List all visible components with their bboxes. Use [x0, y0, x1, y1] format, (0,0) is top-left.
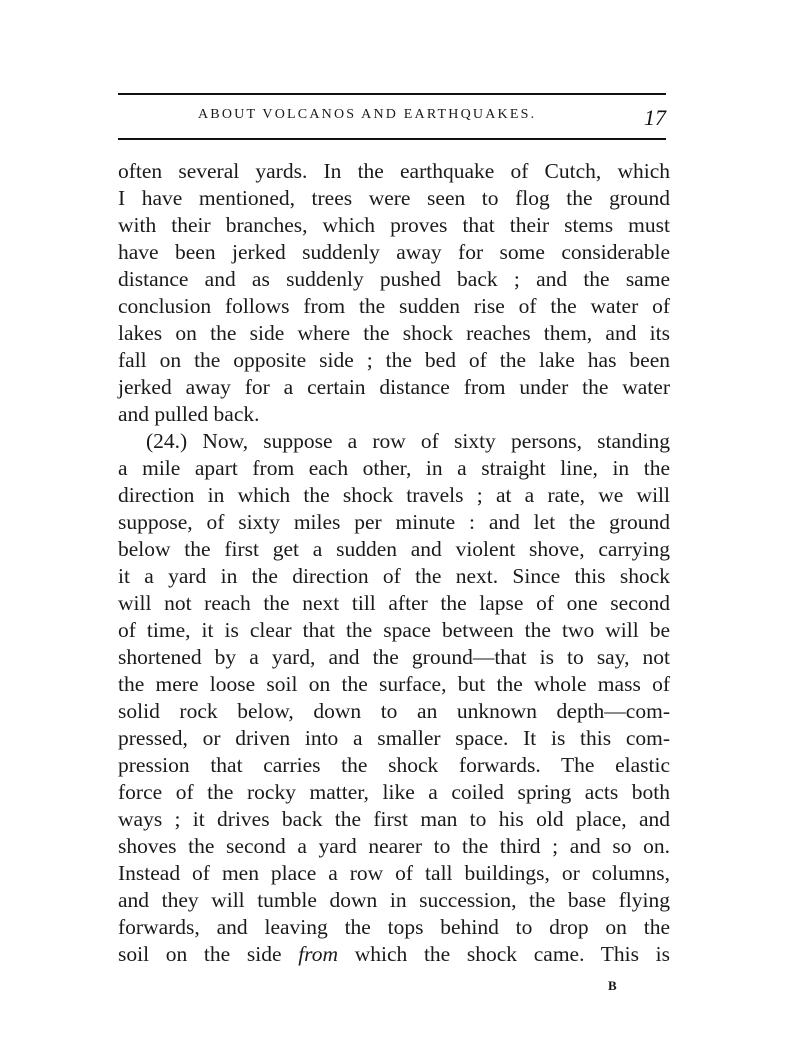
text-line: often several yards. In the earthquake of Cutch, which [118, 159, 670, 183]
text-line: below the first get a sudden and violent shove, carrying [118, 537, 670, 561]
italic-word: from [298, 942, 339, 966]
text-line: pression that carries the shock forwards. The elastic [118, 753, 670, 777]
text-line: forwards, and leaving the tops behind to drop on the [118, 915, 670, 939]
text-line: will not reach the next till after the lapse of one second [118, 591, 670, 615]
text-line: Instead of men place a row of tall buildings, or columns, [118, 861, 670, 885]
text-line: jerked away for a certain distance from under the water [118, 375, 670, 399]
page-number: 17 [644, 105, 666, 130]
text-line: pressed, or driven into a smaller space. It is this com- [118, 726, 670, 750]
body-text [118, 158, 670, 968]
text-line: direction in which the shock travels ; at a rate, we will [118, 483, 670, 507]
text-line: I have mentioned, trees were seen to flog the ground [118, 186, 670, 210]
text-line: ways ; it drives back the first man to his old place, and [118, 807, 670, 831]
text-line: it a yard in the direction of the next. Since this shock [118, 564, 670, 588]
text-line: shortened by a yard, and the ground—that is to say, not [118, 645, 670, 669]
running-title: ABOUT VOLCANOS AND EARTHQUAKES. [198, 107, 537, 122]
text-line: a mile apart from each other, in a straight line, in the [118, 456, 670, 480]
paragraph-start-line: (24.) Now, suppose a row of sixty persons, standing [146, 429, 670, 453]
text-line: conclusion follows from the sudden rise of the water of [118, 294, 670, 318]
text-line: distance and as suddenly pushed back ; and the same [118, 267, 670, 291]
header-rule-bottom [118, 138, 666, 140]
text-line: and pulled back. [118, 402, 260, 426]
signature-mark: B [608, 978, 617, 993]
text-line: force of the rocky matter, like a coiled spring acts both [118, 780, 670, 804]
text-line: lakes on the side where the shock reaches them, and its [118, 321, 670, 345]
final-line-after: which the shock came. This is [338, 942, 670, 966]
header-rule-top [118, 93, 666, 95]
text-line: with their branches, which proves that their stems must [118, 213, 670, 237]
running-head [118, 105, 666, 129]
text-line: and they will tumble down in succession, the base flying [118, 888, 670, 912]
text-line: of time, it is clear that the space between the two will be [118, 618, 670, 642]
final-line-before: soil on the side [118, 942, 299, 966]
text-line: solid rock below, down to an unknown depth—com- [118, 699, 670, 723]
text-line: shoves the second a yard nearer to the third ; and so on. [118, 834, 670, 858]
text-line: suppose, of sixty miles per minute : and let the ground [118, 510, 670, 534]
text-line: the mere loose soil on the surface, but the whole mass of [118, 672, 670, 696]
final-text-line [118, 941, 670, 968]
text-line: fall on the opposite side ; the bed of the lake has been [118, 348, 670, 372]
text-line: have been jerked suddenly away for some considerable [118, 240, 670, 264]
